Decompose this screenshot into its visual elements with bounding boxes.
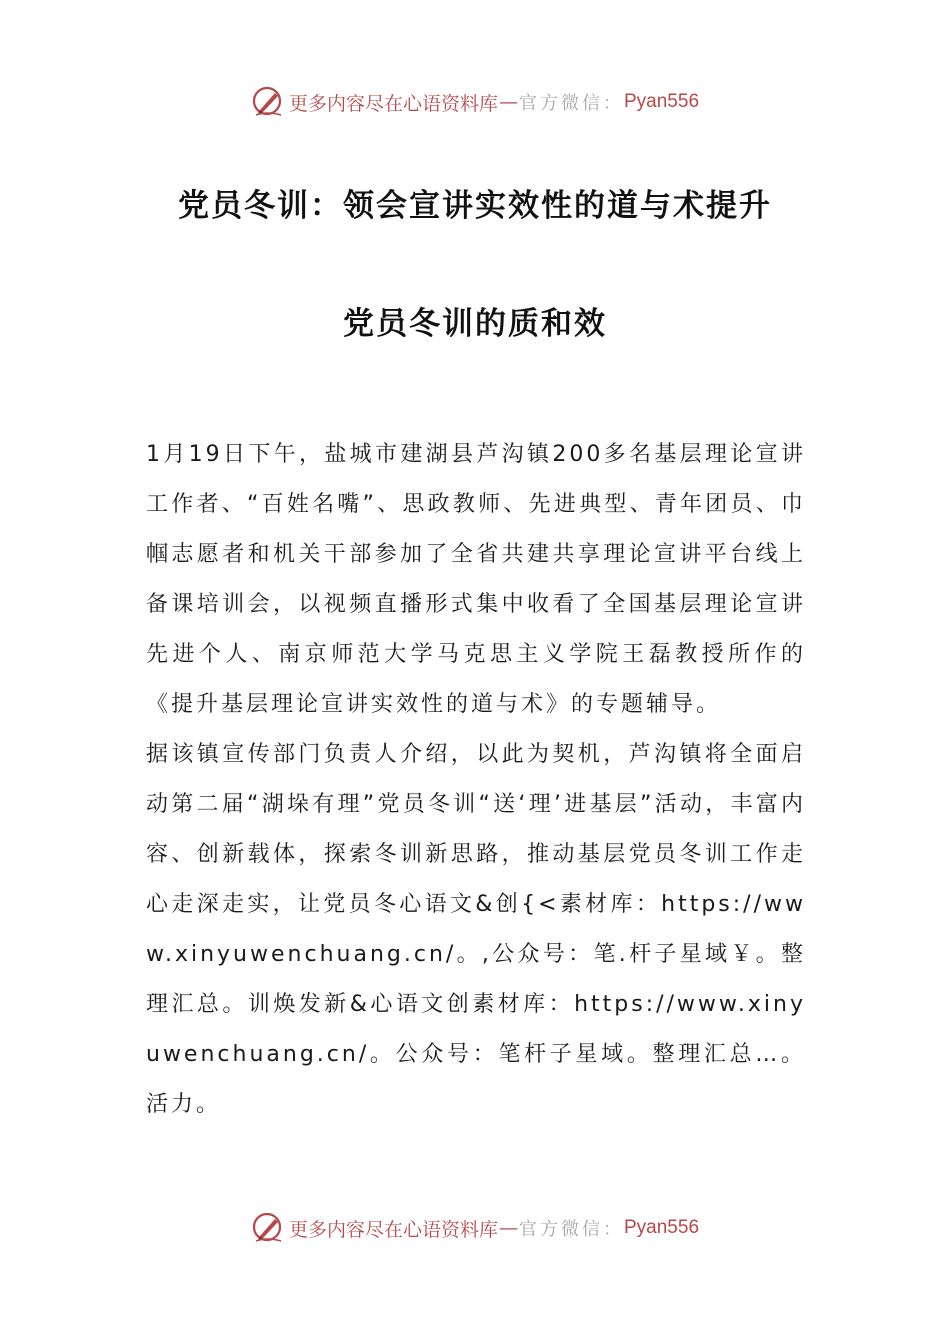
banner-dash: — bbox=[499, 91, 518, 113]
footer-banner bbox=[0, 1208, 950, 1248]
document-subtitle: 党员冬训的质和效 bbox=[343, 306, 607, 342]
library-text: 更多内容尽在心语资料库 bbox=[288, 1218, 498, 1241]
paragraph-2: 据该镇宣传部门负责人介绍，以此为契机，芦沟镇将全面启动第二届“湖垛有理”党员冬训“送‘理’进基层”活动，丰富内容、创新载体，探索冬训新思路，推动基层党员冬训工作走心走深走实，让党员冬心语文&创{<素材库：https://www.xinyuwenchuang.cn/。,公众号：笔.杆子星域￥。整理汇总。训焕发新&心语文创素材库：https://www.xinyuwenchuang.cn/。公众号：笔杆子星域。整理汇总…。活力。 bbox=[146, 742, 806, 1117]
pen-logo-icon bbox=[251, 85, 285, 119]
pen-logo-icon bbox=[251, 1211, 285, 1245]
document-title: 党员冬训：领会宣讲实效性的道与术提升 bbox=[178, 188, 772, 224]
banner-dash: — bbox=[499, 1217, 518, 1239]
wechat-id: Pyan556 bbox=[624, 1217, 700, 1238]
article-body bbox=[146, 430, 806, 1130]
wechat-label: 官方微信： bbox=[519, 93, 624, 114]
paragraph-1: 1月19日下午，盐城市建湖县芦沟镇200多名基层理论宣讲工作者、“百姓名嘴”、思政教师、先进典型、青年团员、巾帼志愿者和机关干部参加了全省共建共享理论宣讲平台线上备课培训会，以视频直播形式集中收看了全国基层理论宣讲先进个人、南京师范大学马克思主义学院王磊教授所作的《提升基层理论宣讲实效性的道与术》的专题辅导。 bbox=[146, 442, 806, 717]
library-text: 更多内容尽在心语资料库 bbox=[288, 92, 498, 115]
wechat-id: Pyan556 bbox=[624, 91, 700, 112]
wechat-label: 官方微信： bbox=[519, 1219, 624, 1240]
header-banner bbox=[0, 82, 950, 122]
